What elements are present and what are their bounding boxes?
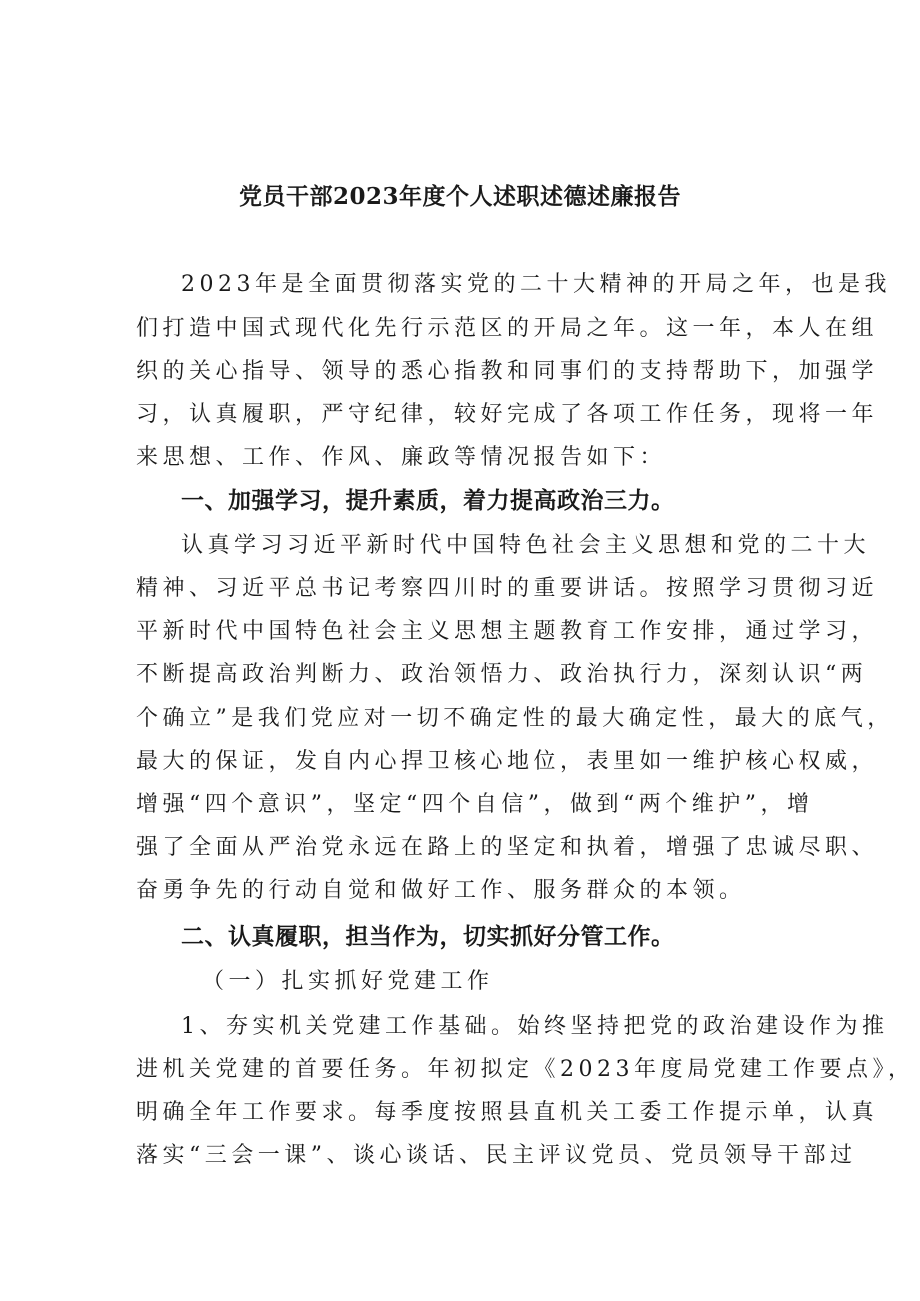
paragraph-line: 进机关党建的首要任务。年初拟定《2023年度局党建工作要点》， [136,1057,915,1082]
paragraph-line: 个确立”是我们党应对一切不确定性的最大确定性，最大的底气， [136,706,894,731]
paragraph-line: 增强“四个意识”，坚定“四个自信”，做到“两个维护”，增 [136,792,814,817]
paragraph-line: 最大的保证，发自内心捍卫核心地位，表里如一维护核心权威， [136,749,879,774]
paragraph-line: 认真学习习近平新时代中国特色社会主义思想和党的二十大 [181,533,871,558]
paragraph-line: 习，认真履职，严守纪律，较好完成了各项工作任务，现将一年 [136,402,879,427]
paragraph-line: 们打造中国式现代化先行示范区的开局之年。这一年，本人在组 [136,316,879,341]
paragraph-line: 落实“三会一课”、谈心谈话、民主评议党员、党员领导干部过 [136,1143,857,1168]
paragraph-line: 精神、习近平总书记考察四川时的重要讲话。按照学习贯彻习近 [136,576,879,601]
section-heading-1: 一、加强学习，提升素质，着力提高政治三力。 [181,488,675,514]
paragraph-line: 不断提高政治判断力、政治领悟力、政治执行力，深刻认识“两 [136,662,868,687]
subsection-heading: （一）扎实抓好党建工作 [202,969,494,994]
paragraph-line: 来思想、工作、作风、廉政等情况报告如下： [136,445,667,470]
paragraph-line: 织的关心指导、领导的悉心指教和同事们的支持帮助下，加强学 [136,359,879,384]
paragraph-line: 强了全面从严治党永远在路上的坚定和执着，增强了忠诚尽职、 [136,835,879,860]
section-heading-2: 二、认真履职，担当作为，切实抓好分管工作。 [181,924,675,950]
paragraph-line: 奋勇争先的行动自觉和做好工作、服务群众的本领。 [136,878,746,903]
paragraph-line: 平新时代中国特色社会主义思想主题教育工作安排，通过学习， [136,619,879,644]
document-title: 党员干部2023年度个人述职述德述廉报告 [238,183,681,210]
paragraph-line: 明确全年工作要求。每季度按照县直机关工委工作提示单，认真 [136,1100,879,1125]
paragraph-line: 2023年是全面贯彻落实党的二十大精神的开局之年，也是我 [181,272,891,297]
paragraph-line: 1、夯实机关党建工作基础。始终坚持把党的政治建设作为推 [181,1014,889,1039]
